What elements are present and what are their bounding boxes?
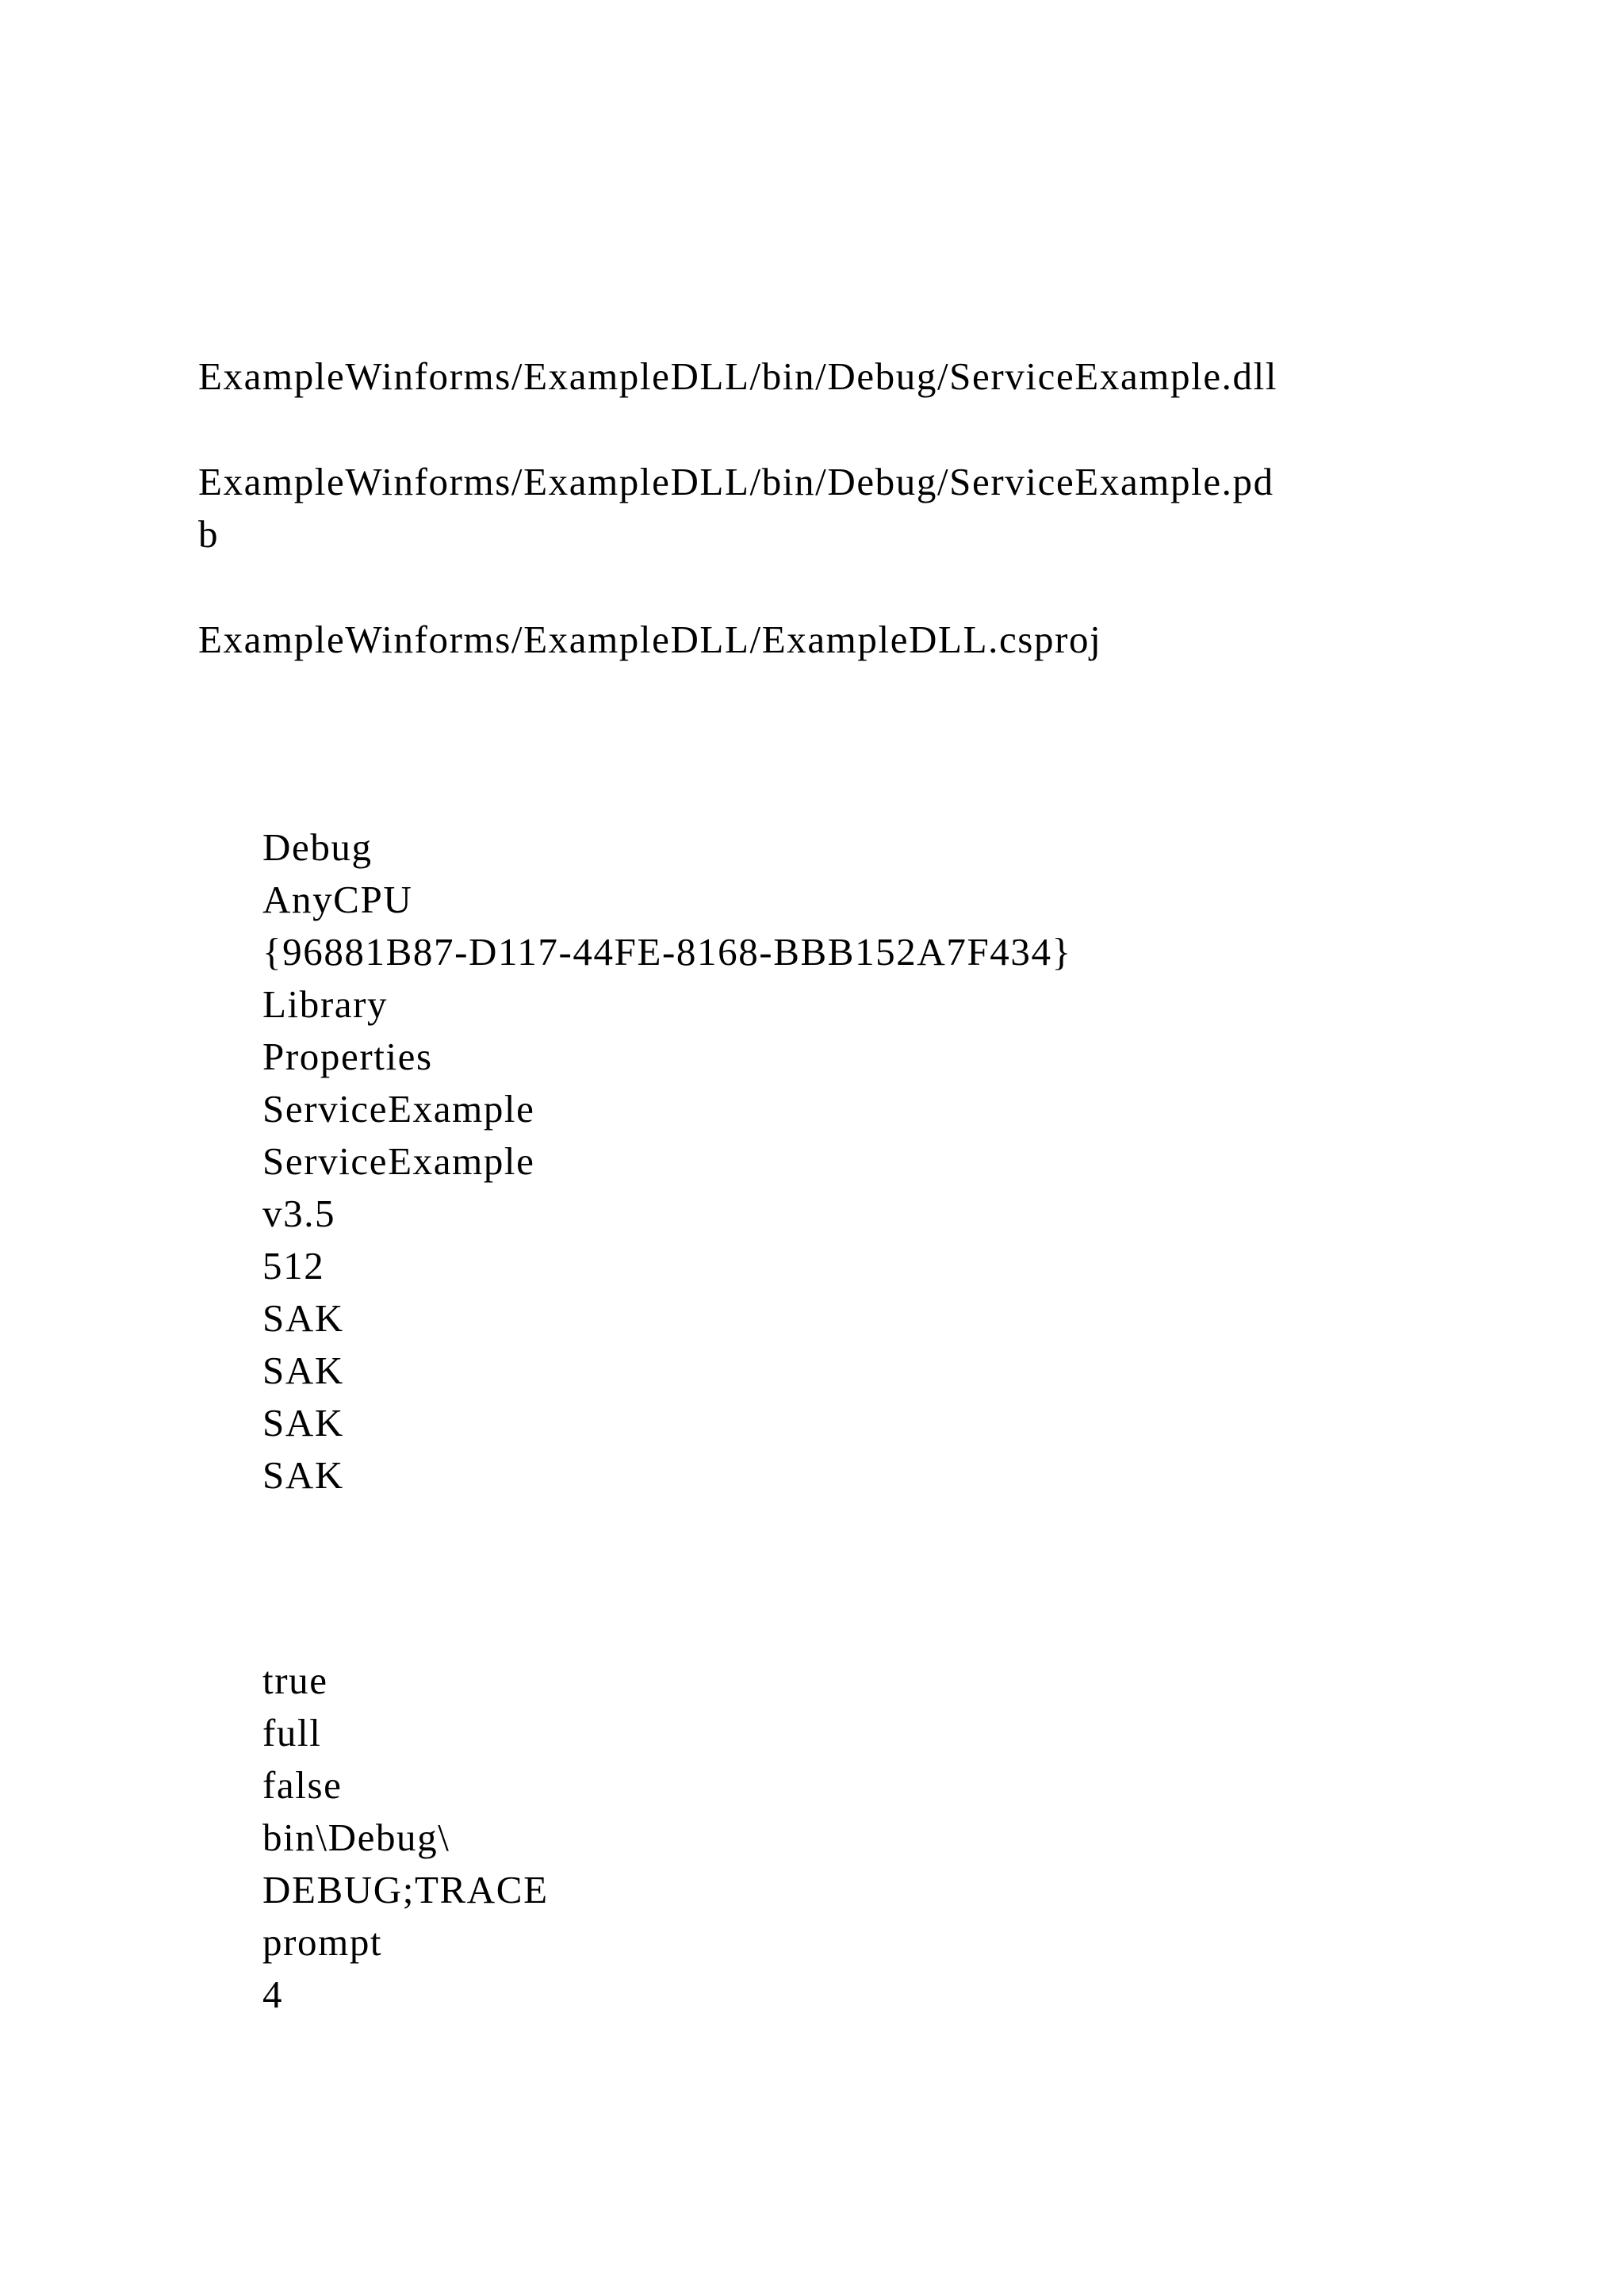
property-configuration: Debug (262, 825, 373, 869)
debug-symbols: true (262, 1659, 328, 1702)
define-constants: DEBUG;TRACE (262, 1868, 549, 1911)
property-assembly-name: ServiceExample (262, 1139, 535, 1183)
project-properties-list (262, 821, 1072, 1502)
property-platform: AnyCPU (262, 878, 413, 921)
file-path-pdb-wrap: b (198, 512, 220, 556)
property-scc-aux-path: SAK (262, 1401, 344, 1445)
property-app-designer-folder: Properties (262, 1035, 433, 1078)
file-path-dll: ExampleWinforms/ExampleDLL/bin/Debug/ServiceExample.dll (198, 354, 1278, 398)
file-path-csproj: ExampleWinforms/ExampleDLL/ExampleDLL.csproj (198, 618, 1102, 661)
property-scc-project-name: SAK (262, 1296, 344, 1340)
property-scc-provider: SAK (262, 1453, 344, 1497)
output-path: bin\Debug\ (262, 1816, 450, 1859)
file-path-pdb: ExampleWinforms/ExampleDLL/bin/Debug/ServiceExample.pd (198, 460, 1274, 503)
debug-properties-list (262, 1655, 549, 2021)
property-file-alignment: 512 (262, 1244, 325, 1288)
property-root-namespace: ServiceExample (262, 1087, 535, 1131)
debug-type: full (262, 1711, 322, 1755)
optimize: false (262, 1763, 343, 1807)
warning-level: 4 (262, 1973, 284, 2016)
property-output-type: Library (262, 982, 389, 1026)
property-project-guid: {96881B87-D117-44FE-8168-BBB152A7F434} (262, 930, 1072, 974)
property-scc-local-path: SAK (262, 1349, 344, 1392)
property-framework-version: v3.5 (262, 1192, 336, 1235)
error-report: prompt (262, 1920, 383, 1964)
